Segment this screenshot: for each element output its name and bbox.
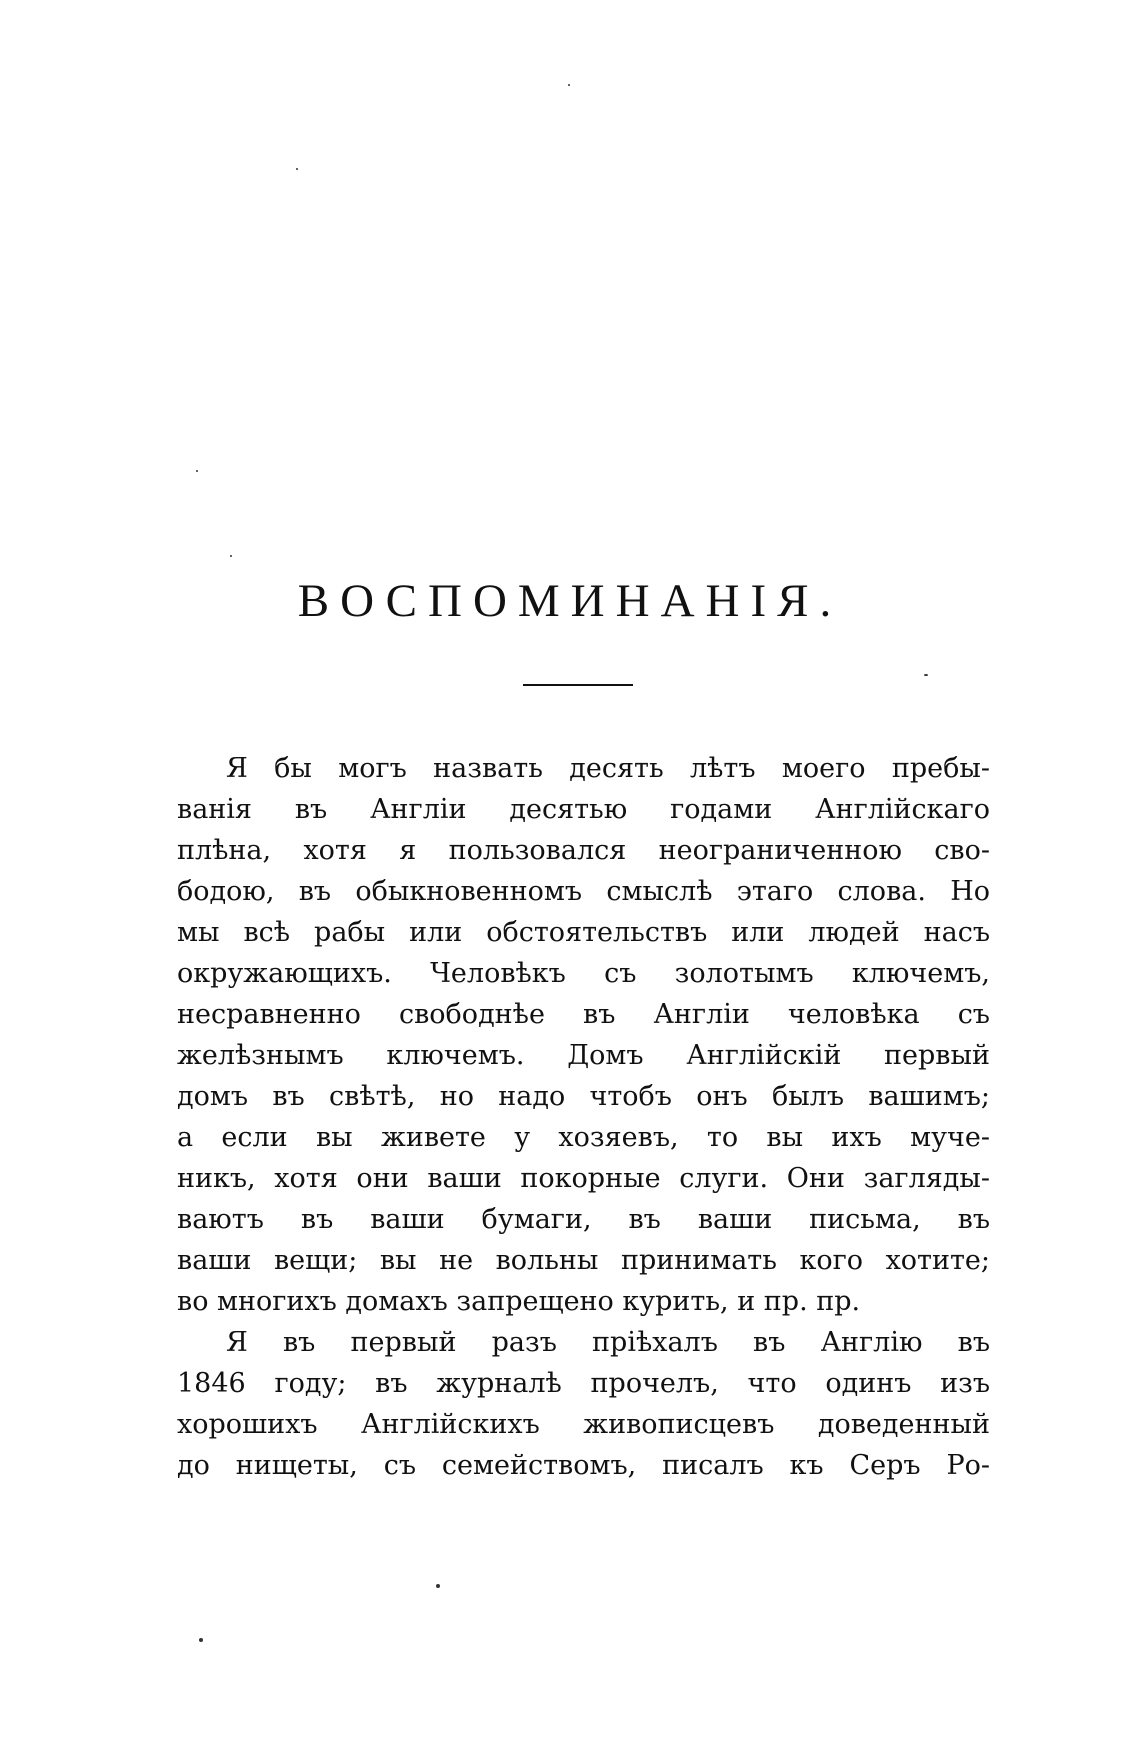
text-line: несравненно свободнѣе въ Англіи человѣка съ: [177, 999, 990, 1030]
text-line: ваши вещи; вы не вольны принимать кого хотите;: [177, 1245, 990, 1276]
scan-speck: [196, 470, 198, 472]
scan-speck: [924, 674, 928, 676]
text-line: окружающихъ. Человѣкъ съ золотымъ ключемъ,: [177, 958, 990, 989]
text-line: до нищеты, съ семействомъ, писалъ къ Серъ Ро-: [177, 1450, 990, 1481]
title-rule: [523, 684, 633, 686]
text-line: ванія въ Англіи десятью годами Англійскаго: [177, 794, 990, 825]
text-line: во многихъ домахъ запрещено курить, и пр. пр.: [177, 1286, 861, 1317]
scan-speck: [436, 1584, 440, 1588]
text-line: а если вы живете у хозяевъ, то вы ихъ муче-: [177, 1122, 990, 1153]
scan-speck: [199, 1638, 203, 1642]
body-text: [177, 748, 990, 1486]
text-line: домъ въ свѣтѣ, но надо чтобъ онъ былъ вашимъ;: [177, 1081, 990, 1112]
text-line: 1846 году; въ журналѣ прочелъ, что одинъ изъ: [177, 1368, 990, 1399]
text-line: Я бы могъ назвать десять лѣтъ моего пребы-: [226, 753, 990, 784]
chapter-title: ВОСПОМИНАНІЯ.: [297, 575, 843, 627]
text-line: Я въ первый разъ пріѣхалъ въ Англію въ: [226, 1327, 990, 1358]
scan-speck: [568, 84, 570, 86]
scan-speck: [296, 168, 298, 170]
text-line: мы всѣ рабы или обстоятельствъ или людей насъ: [177, 917, 990, 948]
scan-speck: [230, 555, 232, 557]
text-line: плѣна, хотя я пользовался неограниченною сво-: [177, 835, 990, 866]
text-line: желѣзнымъ ключемъ. Домъ Англійскій первый: [177, 1040, 990, 1071]
text-line: хорошихъ Англійскихъ живописцевъ доведенный: [177, 1409, 990, 1440]
text-line: бодою, въ обыкновенномъ смыслѣ этаго слова. Но: [177, 876, 990, 907]
text-line: никъ, хотя они ваши покорные слуги. Они загляды-: [177, 1163, 990, 1194]
text-line: ваютъ въ ваши бумаги, въ ваши письма, въ: [177, 1204, 990, 1235]
